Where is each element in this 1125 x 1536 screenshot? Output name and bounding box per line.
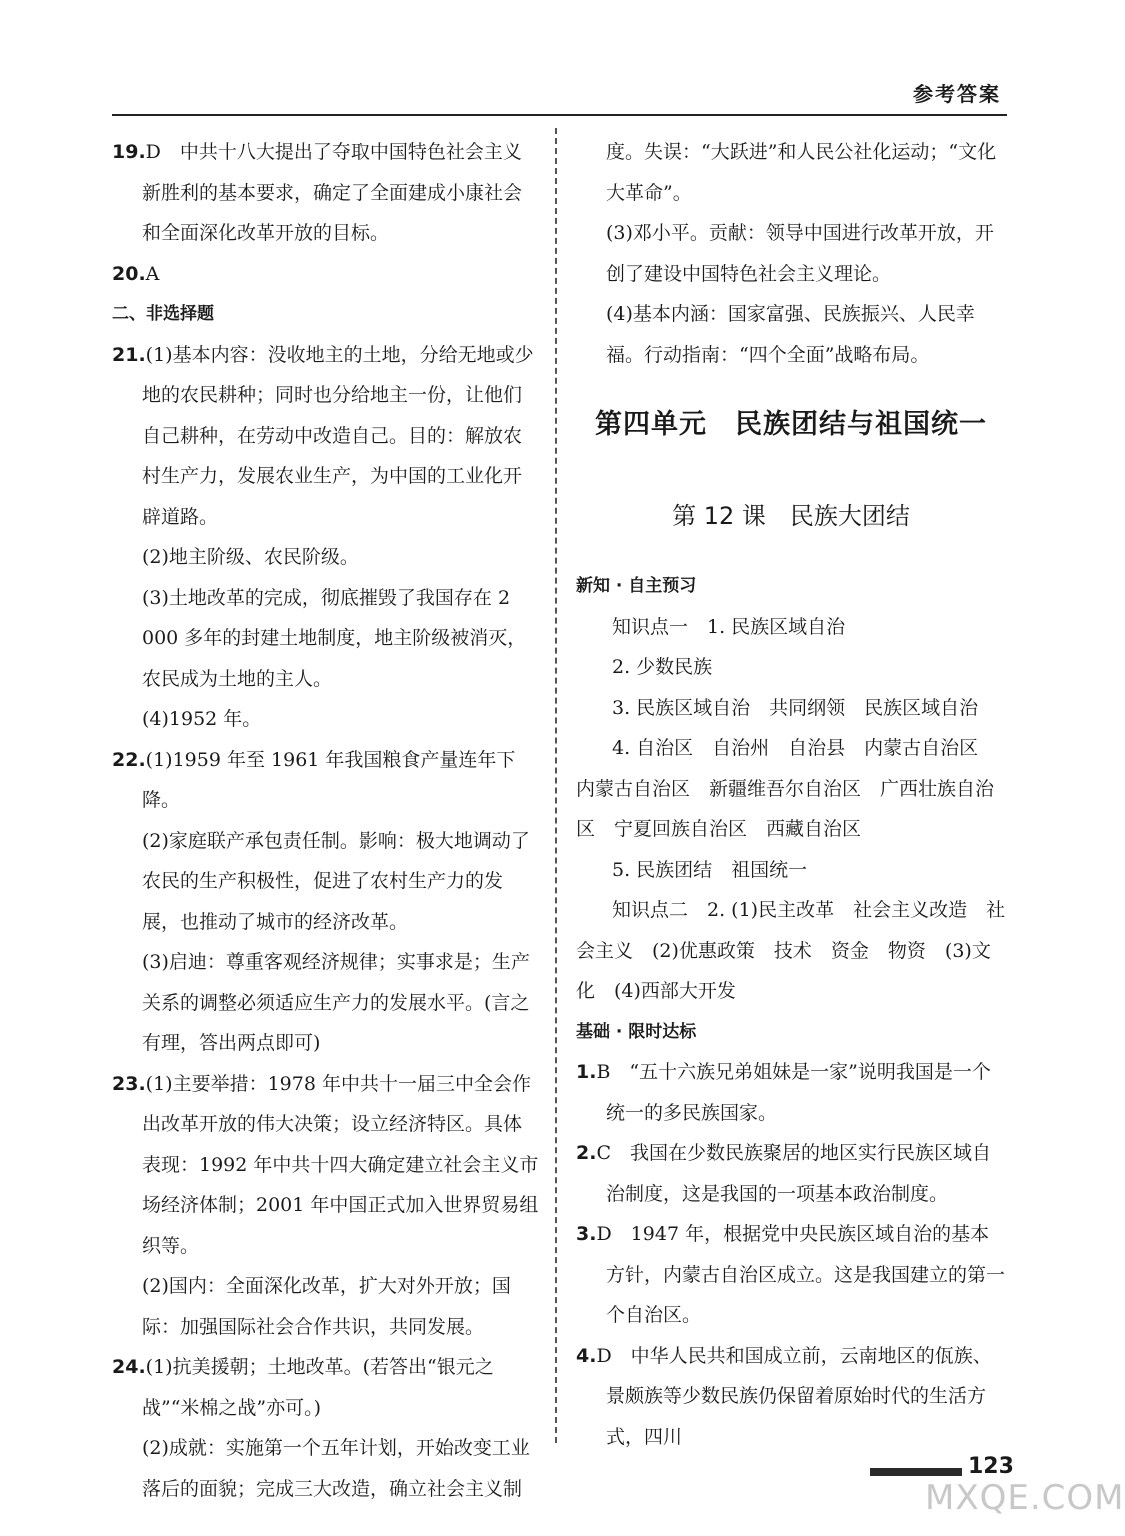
lesson-title: 第 12 课 民族大团结 [672,501,910,530]
column-divider [555,128,557,1443]
answer-19 [112,132,540,254]
answer-24 [112,1347,540,1428]
answer-20 [112,254,540,295]
answer-text: D 中共十八大提出了夺取中国特色社会主义新胜利的基本要求，确定了全面建成小康社会和全面深化改革开放的目标。 [142,141,523,244]
answer-number: 24. [112,1356,146,1378]
knowledge-point-1-item-5: 5. 民族团结 祖国统一 [612,858,808,881]
answer-text: B “五十六族兄弟姐妹是一家”说明我国是一个统一的多民族国家。 [596,1061,991,1124]
section-heading-basic: 基础 · 限时达标 [576,1021,697,1042]
answer-number: 2. [576,1142,597,1164]
knowledge-point-1-item-2: 2. 少数民族 [612,656,713,678]
answer-23-part2: (2)国内：全面深化改革，扩大对外开放；国际：加强国际社会合作共识，共同发展。 [142,1275,511,1338]
footer-bar [870,1468,962,1476]
basic-answer-2 [576,1133,1006,1214]
answer-text: (1)主要举措：1978 年中共十一届三中全会作出改革开放的伟大决策；设立经济特区。具体表现：1992 年中共十四大确定建立社会主义市场经济体制；2001 年中国正式加入世界贸易组织等。 [142,1072,539,1257]
answer-number: 23. [112,1072,146,1095]
basic-answer-1 [576,1052,1006,1133]
answer-text: (1)1959 年至 1961 年我国粮食产量连年下降。 [142,748,516,811]
answer-number: 4. [576,1344,597,1367]
answer-text: C 我国在少数民族聚居的地区实行民族区域自治制度，这是我国的一项基本政治制度。 [596,1142,991,1205]
basic-answer-4 [576,1336,1006,1458]
section-heading-non-choice: 二、非选择题 [112,304,214,324]
answer-24-part4: (4)基本内涵：国家富强、民族振兴、人民幸福。行动指南：“四个全面”战略布局。 [606,303,975,366]
answer-21-part2: (2)地主阶级、农民阶级。 [142,546,359,568]
answer-21 [112,335,540,538]
answer-text: D 1947 年，根据党中央民族区域自治的基本方针，内蒙古自治区成立。这是我国建立的第一个自治区。 [596,1223,1006,1326]
answer-22-part2: (2)家庭联产承包责任制。影响：极大地调动了农民的生产积极性，促进了农村生产力的发展，也推动了城市的经济改革。 [142,829,530,933]
answer-number: 19. [112,141,146,163]
answer-number: 3. [576,1223,597,1245]
basic-answer-3 [576,1214,1006,1336]
answer-22-part3: (3)启迪：尊重客观经济规律；实事求是；生产关系的调整必须适应生产力的发展水平。(言之有理，答出两点即可) [142,951,530,1054]
unit-title: 第四单元 民族团结与祖国统一 [595,409,987,440]
knowledge-point-2: 知识点二 2. (1)民主改革 社会主义改造 社会主义 (2)优惠政策 技术 资金 物资 (3)文化 (4)西部大开发 [576,899,1006,1002]
answer-22 [112,740,540,821]
page-header-title: 参考答案 [913,82,1001,106]
answer-number: 22. [112,748,146,771]
right-column [576,132,1006,1457]
answer-text: (1)基本内容：没收地主的土地，分给无地或少地的农民耕种；同时也分给地主一份，让他们自己耕种，在劳动中改造自己。目的：解放农村生产力，发展农业生产，为中国的工业化开辟道路。 [142,343,534,528]
knowledge-point-1-item-1: 知识点一 1. 民族区域自治 [612,615,846,638]
answer-number: 21. [112,343,146,366]
answer-number: 20. [112,262,146,285]
answer-21-part3: (3)土地改革的完成，彻底摧毁了我国存在 2 000 多年的封建土地制度，地主阶级被消灭，农民成为土地的主人。 [142,586,527,690]
section-heading-preview: 新知 · 自主预习 [576,576,697,596]
answer-21-part4: (4)1952 年。 [142,708,262,730]
knowledge-point-1-item-3: 3. 民族区域自治 共同纲领 民族区域自治 [612,696,979,719]
watermark: MXQE.COM [925,1478,1125,1518]
knowledge-point-1-item-4: 4. 自治区 自治州 自治县 内蒙古自治区 内蒙古自治区 新疆维吾尔自治区 广西壮族自治区 宁夏回族自治区 西藏自治区 [576,737,998,840]
answer-text: (1)抗美援朝；土地改革。(若答出“银元之战”“米棉之战”亦可。) [142,1356,494,1419]
answer-24-continued: 度。失误：“大跃进”和人民公社化运动；“文化大革命”。 [606,141,997,204]
answer-24-part2: (2)成就：实施第一个五年计划，开始改变工业落后的面貌；完成三大改造，确立社会主义制 [142,1437,530,1500]
answer-text: D 中华人民共和国成立前，云南地区的佤族、景颇族等少数民族仍保留着原始时代的生活方式，四川 [596,1344,992,1448]
answer-23 [112,1064,540,1267]
answer-24-part3: (3)邓小平。贡献：领导中国进行改革开放，开创了建设中国特色社会主义理论。 [606,222,994,285]
left-column [112,132,540,1509]
answer-number: 1. [576,1061,597,1083]
header-rule [112,114,1007,116]
answer-text: A [145,262,160,285]
page-number: 123 [968,1454,1014,1479]
